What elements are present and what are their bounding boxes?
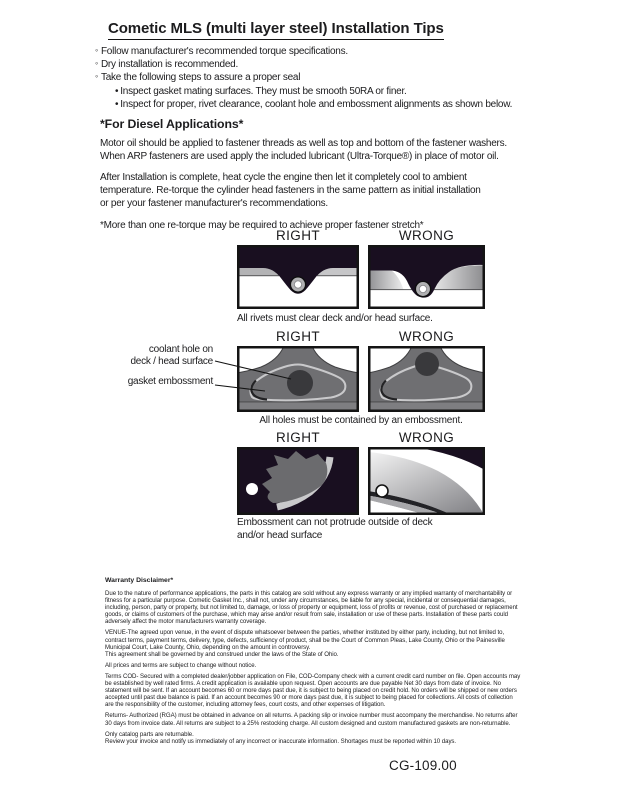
bullet-icon: ◦ <box>95 58 98 69</box>
figure2-right-label: RIGHT <box>276 329 320 344</box>
retorque-note: *More than one re-torque may be required to achieve proper fastener stretch* <box>100 219 424 231</box>
rivet-clear-illustration <box>237 245 359 309</box>
list-item-text: Follow manufacturer's recommended torque specifications. <box>100 46 348 57</box>
warranty-paragraph <box>105 673 525 708</box>
figure1-wrong-diagram <box>368 245 485 309</box>
bullet-icon: ◦ <box>95 71 98 82</box>
paragraph <box>100 171 540 211</box>
figure1-right-diagram <box>237 245 359 309</box>
paragraph-line: temperature. Re-torque the cylinder head fasteners in the same pattern as initial installation <box>100 185 481 197</box>
warranty-line: statement will be sent. If an account becomes 60 or more days past due, it is subject to being placed on credit hold. No orders will be shipped or new orders <box>105 687 517 695</box>
dot-bullet-icon: • <box>115 85 119 97</box>
embossment-protruding-illustration <box>368 447 485 515</box>
list-item-text: Dry installation is recommended. <box>100 59 239 71</box>
embossment-inside-illustration <box>237 447 359 515</box>
figure3-wrong-diagram <box>368 447 485 515</box>
page-title <box>108 20 444 38</box>
paragraph-line: When ARP fasteners are used apply the included lubricant (Ultra-Torque®) in place of motor oil. <box>100 151 499 163</box>
warranty-paragraph <box>105 731 525 745</box>
list-item-text: Inspect for proper, rivet clearance, coolant hole and embossment alignments as shown below. <box>120 98 513 110</box>
paragraph-line: After Installation is complete, heat cycle the engine then let it completely cool to ambient <box>100 171 467 183</box>
warranty-line: Review your invoice and notify us immediately of any incorrect or inaccurate information. Shortages must be reported within 10 days. <box>105 737 457 745</box>
warranty-heading: Warranty Disclaimer* <box>105 577 174 584</box>
warranty-paragraph <box>105 590 525 625</box>
gasket-embossment-callout: gasket embossment <box>127 376 213 387</box>
callout-line: deck / head surface <box>130 355 213 367</box>
warranty-line: accepted until past due balance is paid. If an account becomes 90 or more days past due, it is subject to being placed for collections. All costs of collection <box>105 694 513 702</box>
list-item-text: Inspect gasket mating surfaces. They must be smooth 50RA or finer. <box>120 85 407 97</box>
bullet-icon: ◦ <box>95 45 98 55</box>
figure1-right-label: RIGHT <box>276 228 320 243</box>
figure2-wrong-diagram <box>368 346 485 412</box>
figure3-wrong-label: WRONG <box>398 430 455 445</box>
warranty-disclaimer-section <box>105 577 525 749</box>
warranty-line: Municipal Court, Lake County, Ohio, depending on the amount in controversy. <box>105 643 311 651</box>
warranty-line: This agreement shall be governed by and construed under the laws of the State of Ohio. <box>105 650 339 658</box>
warranty-line: 30 days from invoice date. All returns are subject to a 25% restocking charge. All custom designed and custom manufactured gaskets are non-returnable. <box>105 719 511 727</box>
rivet-touching-illustration <box>368 245 485 309</box>
paragraph-line: or per your fastener manufacturer's recommendations. <box>100 198 328 210</box>
figure3-right-label: RIGHT <box>276 430 320 445</box>
warranty-line: Returns- Authorized (RGA) must be obtained in advance on all returns. A packing slip or invoice number must accompany the merchandise. No returns after <box>105 712 518 720</box>
paragraph <box>100 137 540 163</box>
warranty-line: contract terms, payment terms, delivery, type, defects, sufficiency of product, shall be the Court of Common Pleas, Lake County, Ohio or the Painesville <box>105 636 505 644</box>
warranty-line: are the responsibility of the customer, including attorney fees, court costs, and other expenses of litigation. <box>105 701 386 709</box>
figure1-caption: All rivets must clear deck and/or head surface. <box>237 313 433 324</box>
warranty-paragraph <box>105 662 525 669</box>
warranty-line: adversely affect the motor manufacturers warranty coverage. <box>105 618 267 626</box>
warranty-paragraph <box>105 712 525 726</box>
warranty-line: VENUE-The agreed upon venue, in the event of dispute whatsoever between the parties, whether instituted by either party, including, but not limited to, <box>105 629 505 637</box>
callout-line: coolant hole on <box>148 344 213 355</box>
figure3-right-diagram <box>237 447 359 515</box>
installation-tips-list <box>95 45 512 111</box>
diesel-applications-section <box>100 117 540 232</box>
figure3-caption: Embossment can not protrude outside of deck and/or head surface <box>237 517 433 541</box>
warranty-paragraph <box>105 629 525 657</box>
list-item-text: Take the following steps to assure a proper seal <box>100 72 301 84</box>
paragraph-line: Motor oil should be applied to fastener threads as well as top and bottom of the fastener washers. <box>100 138 507 149</box>
figure2-wrong-label: WRONG <box>398 329 455 344</box>
warranty-line: fitness for a particular purpose. Cometic Gasket Inc., shall not, under any circumstances, be liable for any special, incidental or consequential damages, <box>105 597 506 605</box>
coolant-hole-callout <box>88 344 213 367</box>
warranty-line: Terms COD- Secured with a completed dealer/jobber application on File, COD-Company check with a current credit card number on file. Open accounts may <box>105 672 521 680</box>
list-sub-item <box>95 85 512 98</box>
hole-outside-illustration <box>368 346 485 412</box>
warranty-line: All prices and terms are subject to change without notice. <box>105 661 257 669</box>
list-item <box>95 45 512 58</box>
page-code: CG-109.00 <box>389 758 457 773</box>
callout-leader-lines <box>210 350 310 398</box>
section-heading: *For Diesel Applications* <box>100 117 244 131</box>
list-item <box>95 58 512 71</box>
page-title-text: Cometic MLS (multi layer steel) Installation Tips <box>108 20 444 40</box>
dot-bullet-icon: • <box>115 98 119 110</box>
warranty-line: Only catalog parts are returnable. <box>105 730 194 738</box>
warranty-line: including, person, party or property, but not limited to, damage, or loss of property or equipment, loss of profits or revenue, cost of purchased or replacement <box>105 604 518 612</box>
warranty-line: Due to the nature of performance applications, the parts in this catalog are sold without any express warranty or any implied warranty of merchantability or <box>105 590 513 597</box>
list-sub-item <box>95 98 512 111</box>
figure2-caption: All holes must be contained by an embossment. <box>259 415 463 426</box>
list-item <box>95 71 512 84</box>
warranty-line: goods, or claims of customers of the purchase, which may arise and/or result from sale, installation or use of these parts. Installation of these parts could <box>105 611 509 619</box>
figure1-wrong-label: WRONG <box>398 228 455 243</box>
warranty-line: be established by well rated firms. A credit application is available upon request. Open accounts are due payable Net 30 days from date of invoice. No <box>105 680 501 688</box>
